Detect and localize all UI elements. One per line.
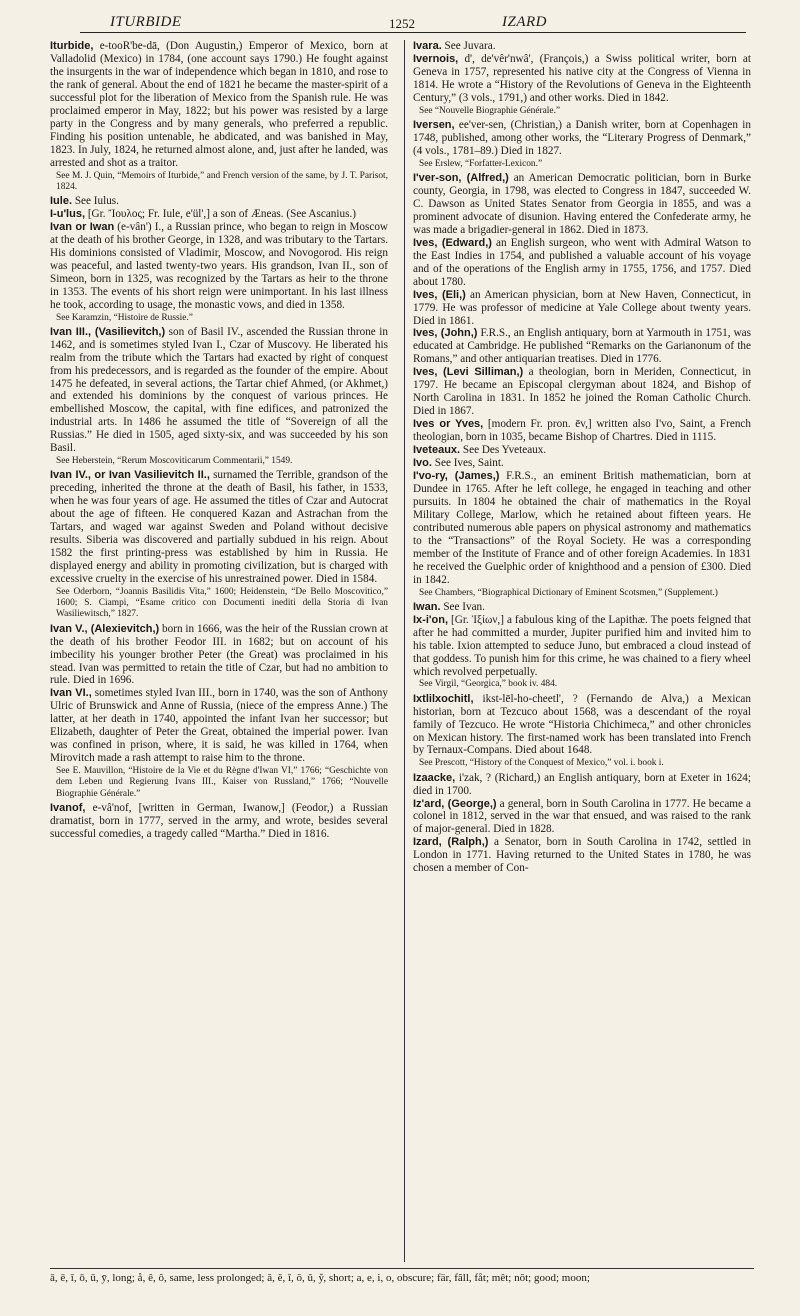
column-divider <box>404 40 405 1262</box>
entry-text: i'zak, ? (Richard,) an English antiquary, born at Exeter in 1624; died in 1700. <box>413 771 751 797</box>
dictionary-entry <box>413 53 751 105</box>
entry-headword: Iz'ard, (George,) <box>413 797 497 810</box>
entry-reference: See Oderborn, “Joannis Basilidis Vita,” 1600; Heidenstein, “De Bello Moscovitico,” 1600; S. Ciampi, “Esame critico con Documenti inediti della Storia di Ivan Wasiliewitsch,” 1827. <box>56 587 388 620</box>
dictionary-entry <box>413 601 751 614</box>
pronunciation-key: ā, ē, ī, ō, ū, ȳ, long; å, ê, ô, same, less prolonged; ă, ĕ, ĭ, ŏ, ŭ, y̆, short; a, e, i, o, obscure; fär, fâll, fåt; mêt; nŏt; good; moon; <box>50 1272 590 1284</box>
entry-text: F.R.S., an English antiquary, born at Yarmouth in 1751, was educated at Cambridge. He published “Remarks on the Garianonum of the Romans,” and other antiquarian treatises. Died in 1776. <box>413 327 752 366</box>
entry-text: an American physician, born at New Haven, Connecticut, in 1779. He was professor of medicine at Yale College about twenty years. Died in 1861. <box>413 288 751 327</box>
entry-headword: Ives, (John,) <box>413 327 478 340</box>
dictionary-entry <box>413 444 751 457</box>
header-rule <box>80 32 746 33</box>
dictionary-entry <box>413 772 751 798</box>
entry-headword: Ives or Yves, <box>413 418 484 431</box>
footer-rule <box>50 1268 754 1269</box>
entry-text: [Gr. Ἰξίων,] a fabulous king of the Lapithæ. The poets feigned that after he had committed a murder, Jupiter purified him and invited him to his table. Ixion attempted to seduce Juno, but embraced a cloud instead of that goddess. To punish him for this crime, he was chained to a fiery wheel which revolved perpetually. <box>413 613 751 678</box>
dictionary-entry <box>50 195 388 208</box>
dictionary-entry <box>50 802 388 841</box>
entry-text: an American Democratic politician, born in Burke county, Georgia, in 1798, was elected to Congress in 1847, succeeded W. C. Dawson as United States Senator from Georgia in 1855, and was a prominent advocate of disunion. Having entered the Confederate army, he was made a brigadier-general in 1862. Died in 1873. <box>413 172 751 236</box>
entry-headword: Ix-i'on, <box>413 613 449 626</box>
entry-text: sometimes styled Ivan III., born in 1740, was the son of Anthony Ulric of Brunswick and Anne of Russia, (niece of the empress Anne.) The latter, at her death in 1740, appointed the infant Ivan her successor; but Elizabeth, daughter of Peter the Great, obtained the imperial power. Ivan was confined in prison, where, it is said, he was killed in 1764, when Mirovitch made a rash attempt to raise him to the throne. <box>50 687 388 765</box>
dictionary-entry <box>50 623 388 688</box>
entry-headword: Iwan. <box>413 600 441 613</box>
entry-text: d', de'vêr'nwâ', (François,) a Swiss political writer, born at Geneva in 1757, represented his native city at the Congress of Vienna in 1814. He wrote a “History of the Revolutions of Geneva in the Eighteenth Century,” (3 vols., 1791,) and other works. Died in 1842. <box>413 52 751 104</box>
entry-headword: Ivan or Iwan <box>50 220 115 233</box>
entry-headword: Ivan III., (Vasilievitch,) <box>50 325 166 338</box>
dictionary-entry <box>413 40 751 53</box>
entry-reference: See M. J. Quin, “Memoirs of Iturbide,” and French version of the same, by J. T. Parisot, 1824. <box>56 170 388 192</box>
right-column <box>413 40 751 875</box>
entry-reference: See Karamzin, “Histoire de Russie.” <box>56 312 193 323</box>
entry-reference: See Prescott, “History of the Conquest of Mexico,” vol. i. book i. <box>419 758 664 769</box>
entry-text: a general, born in South Carolina in 1777. He became a colonel in 1812, served in the war that ensued, and was raised to the rank of major-general. Died in 1828. <box>413 797 751 836</box>
dictionary-entry <box>413 470 751 587</box>
entry-headword: Ivan V., (Alexievitch,) <box>50 622 160 635</box>
entry-headword: Ives, (Edward,) <box>413 236 492 249</box>
entry-headword: Iveteaux. <box>413 444 461 457</box>
entry-text: e-tooR'be-dā, (Don Augustin,) Emperor of Mexico, born at Valladolid (Mexico) in 1784, (one account says 1790.) He fought against the insurgents in the war of independence which began in 1810, and rose to the rank of general. About the end of 1821 he became the master-spirit of a successful plot for the liberation of Mexico from the Spanish rule. He was proclaimed emperor in May, 1822; but his power was resisted by a large party in the Congress and by many generals, who preferred a republic. Finding his position untenable, he abdicated, and was banished in May, 1823. In July, 1824, he returned almost alone, and, just after he landed, was arrested and shot as a traitor. <box>50 40 388 169</box>
dictionary-entry <box>413 798 751 837</box>
dictionary-entry <box>50 221 388 312</box>
entry-headword: Ixtlilxochitl, <box>413 692 474 705</box>
dictionary-entry <box>413 693 751 758</box>
entry-text: a Senator, born in South Carolina in 1742, settled in London in 1771. Having returned to the United States in 1780, he was chosen a member of Con- <box>413 836 751 875</box>
entry-text: surnamed the Terrible, grandson of the preceding, inherited the throne at the death of Basil, his father, in 1533, when he was four years of age. He assumed the titles of Czar and Autocrat about the age of fifteen. He conquered Kazan and Astrachan from the Tartars, and waged war against Sweden and Poland without decisive results. Siberia was discovered and partially subdued in his reign. About 1582 the first printing-press was established by him in Russia. He displayed energy and ability in promoting civilization, but is charged with excessive cruelty in the exercise of his unrestrained power. Died in 1584. <box>50 469 388 586</box>
dictionary-entry <box>50 208 388 221</box>
entry-reference: See Chambers, “Biographical Dictionary of Eminent Scotsmen,” (Supplement.) <box>419 587 718 598</box>
dictionary-entry <box>50 469 388 586</box>
entry-reference: See Virgil, “Georgica,” book iv. 484. <box>419 679 558 690</box>
entry-text: born in 1666, was the heir of the Russian crown at the death of his brother Feodor III. in 1682; but on account of his imbecility his younger brother Peter (the Great) was proclaimed in his stead. Ivan was permitted to retain the title of Czar, but had no ambition to rule. Died in 1696. <box>50 622 388 687</box>
entry-headword: Ivan IV., or Ivan Vasilievitch II., <box>50 469 210 482</box>
entry-headword: Ivan VI., <box>50 687 92 700</box>
entry-text: ikst-lēl-ho-cheetl', ? (Fernando de Alva,) a Mexican historian, born at Tezcuco about 1568, was a descendant of the royal family of Tezcuco. He wrote “Historia Chichimeca,” and other chronicles on Mexican history. The first-named work has been translated into French by Ternaux-Compans. Died about 1648. <box>413 692 751 757</box>
dictionary-entry <box>413 614 751 679</box>
entry-reference: See Heberstein, “Rerum Moscoviticarum Commentarii,” 1549. <box>56 456 293 467</box>
entry-text: [modern Fr. pron. ēv,] written also I'vo, Saint, a French theologian, born in 1035, became Bishop of Chartres. Died in 1115. <box>413 418 751 444</box>
dictionary-entry <box>413 327 751 366</box>
entry-headword: Ives, (Eli,) <box>413 288 466 301</box>
entry-text: (e-vân') I., a Russian prince, who began to reign in Moscow at the death of his brother George, in 1328, and was tributary to the Tartars. His dominions consisted of Vladimir, Moscow, and Novogorod. His reign was peaceful, and lasted twenty-two years. His grandson, Ivan II., son of Simeon, born in 1325, was recognized by the Tartars as heir to the throne in 1353. The events of his short reign were unimportant. In his last illness he took, according to usage, the monastic vows, and died in 1358. <box>50 220 388 311</box>
entry-text: See Iulus. <box>72 194 119 207</box>
entry-headword: Ivernois, <box>413 52 459 65</box>
dictionary-entry <box>413 172 751 237</box>
entry-headword: Izaacke, <box>413 771 456 784</box>
entry-text: a theologian, born in Meriden, Connecticut, in 1797. He became an Episcopal clergyman about 1824, and Bishop of North Carolina in 1831. In 1852 he joined the Roman Catholic Church. Died in 1867. <box>413 366 752 418</box>
entry-text: F.R.S., an eminent British mathematician, born at Dundee in 1765. After he left college, he engaged in teaching and other pursuits. In 1804 he obtained the chair of mathematics in the Royal Military College, Marlow, which he retained about fifteen years. He contributed numerous able papers on physical astronomy and mathematics to the “Transactions” of the Royal Society. He was a corresponding member of the Institute of France and of other foreign Academies. In 1831 he received the Guelphic order of knighthood and a pension of £300. Died in 1842. <box>413 469 752 586</box>
dictionary-entry <box>413 366 751 418</box>
left-column <box>50 40 388 841</box>
entry-text: [Gr. Ἴουλος; Fr. Iule, e'ül',] a son of Æneas. (See Ascanius.) <box>85 207 356 220</box>
entry-headword: I'vo-ry, (James,) <box>413 469 500 482</box>
entry-text: son of Basil IV., ascended the Russian throne in 1462, and is sometimes styled Ivan I., Czar of Muscovy. He liberated his realm from the tribute which the Tartars had exacted by right of conquest from his predecessors, and is regarded as the founder of the empire. About 1475 he defeated, in several actions, the Tartar chief Ahmed, (or Akhmet,) and extended his dominions by the conquest of various princes. He embellished Moscow, the capital, with fine edifices, and patronized the industrial arts. In 1486 he assumed the title of “Sovereign of all the Russias.” He died in 1505, aged sixty-six, and was succeeded by his son Basil. <box>50 325 388 455</box>
entry-text: See Des Yveteaux. <box>460 444 547 457</box>
dictionary-entry <box>413 836 751 875</box>
entry-text: See Ivan. <box>440 600 485 613</box>
entry-headword: Iule. <box>50 194 73 207</box>
entry-headword: Iturbide, <box>50 40 94 52</box>
entry-reference: See “Nouvelle Biographie Générale.” <box>419 105 561 116</box>
entry-reference: See Erslew, “Forfatter-Lexicon.” <box>419 158 543 169</box>
dictionary-entry <box>50 687 388 765</box>
dictionary-entry <box>413 237 751 289</box>
dictionary-entry <box>50 40 388 170</box>
entry-headword: Iversen, <box>413 118 455 131</box>
entry-reference: See E. Mauvillon, “Histoire de la Vie et du Règne d'Iwan VI,” 1766; “Geschichte von dem Leben und Regierung Ivans III., Kaiser von Russland,” 1766; “Nouvelle Biographie Générale.” <box>56 766 388 799</box>
entry-text: See Juvara. <box>441 40 496 52</box>
entry-headword: Ivo. <box>413 457 432 469</box>
header-right-word: IZARD <box>502 14 547 30</box>
dictionary-entry <box>413 418 751 444</box>
entry-text: ee'ver-sen, (Christian,) a Danish writer, born at Copenhagen in 1748, published, among other works, the “Literary Progress of Denmark,” (4 vols., 1781–89.) Died in 1827. <box>413 118 751 157</box>
header-left-word: ITURBIDE <box>110 14 182 30</box>
entry-headword: Ives, (Levi Silliman,) <box>413 366 524 379</box>
entry-headword: Ivanof, <box>50 801 86 814</box>
dictionary-entry <box>413 119 751 158</box>
entry-headword: Ivara. <box>413 40 442 52</box>
entry-headword: I'ver-son, (Alfred,) <box>413 172 509 185</box>
page-number: 1252 <box>389 16 415 31</box>
dictionary-entry <box>50 326 388 456</box>
entry-headword: Izard, (Ralph,) <box>413 836 489 849</box>
entry-headword: I-u'lus, <box>50 207 86 220</box>
entry-text: an English surgeon, who went with Admiral Watson to the East Indies in 1754, and published a valuable account of his voyage and of the operations of the English army in 1755, 1756, and 1757. Died about 1780. <box>413 236 751 288</box>
dictionary-entry <box>413 457 751 470</box>
entry-text: e-vâ'nof, [written in German, Iwanow,] (Feodor,) a Russian dramatist, born in 1777, served in the army, and wrote, besides several successful comedies, a tragedy called “Martha.” Died in 1816. <box>50 801 388 840</box>
dictionary-entry <box>413 289 751 328</box>
entry-text: See Ives, Saint. <box>431 457 504 469</box>
